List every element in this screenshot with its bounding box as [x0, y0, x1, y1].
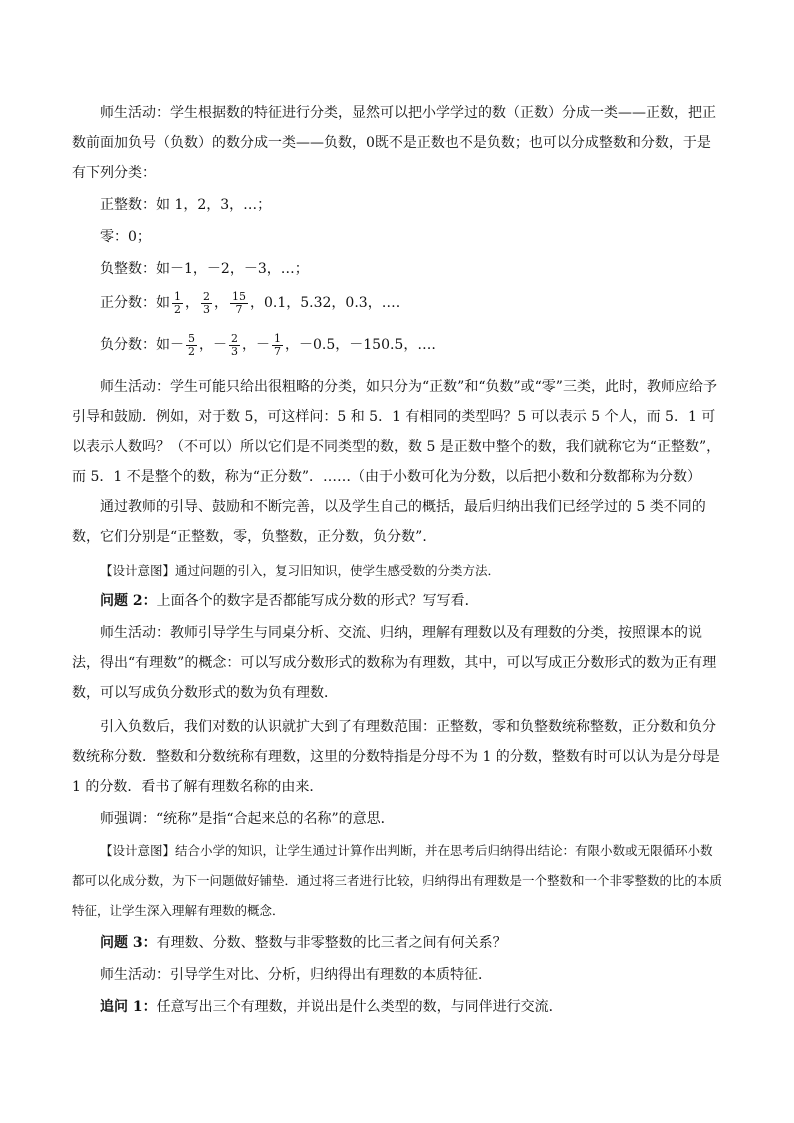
negative-fraction-label: 负分数：如－ — [100, 337, 184, 353]
question-label: 问题 2： — [100, 593, 157, 609]
design-intent-note-2: 【设计意图】结合小学的知识，让学生通过计算作出判断，并在思考后归纳得出结论：有限小数或无限循环小数都可以化成分数，为下一问题做好铺垫．通过将三者进行比较，归纳得出有理数是一个整数和一个非零整数的比的本质特征，让学生深入理解有理数的概念． — [72, 843, 723, 918]
paragraph-teacher-student-activity-4: 师生活动：引导学生对比、分析，归纳得出有理数的本质特征． — [100, 967, 492, 983]
positive-fraction-label: 正分数：如 — [100, 295, 170, 311]
paragraph-teacher-emphasis: 师强调：“统称”是指“合起来总的名称”的意思． — [100, 811, 395, 827]
follow-up-question-1: 追问 1：任意写出三个有理数，并说出是什么类型的数，与同伴进行交流． — [100, 999, 563, 1015]
fraction: $\frac{15}{7}$ — [232, 289, 246, 316]
paragraph-summary: 通过教师的引导、鼓励和不断完善，以及学生自己的概括，最后归纳出我们已经学过的 5 类不同的数，它们分别是“正整数，零，负整数，正分数，负分数”． — [72, 499, 706, 545]
list-item-negative-integer: 负整数：如－1，－2，－3，…； — [100, 261, 309, 277]
question-label: 问题 3： — [100, 935, 157, 951]
list-item-negative-fraction: 负分数：如－ $\frac{5}{2}$ ，－ $\frac{2}{3}$ ，－ $\frac{1}{7}$ ，－0.5，－150.5，…. — [100, 331, 436, 358]
paragraph-teacher-student-activity-2: 师生活动：学生可能只给出很粗略的分类，如只分为“正数”和“负数”或“零”三类，此时，教师应给予引导和鼓励．例如，对于数 5，可这样问：5 和 5．1 有相同的类型吗？5 可以表示 5 个人，而 5．1 可以表示人数吗？（不可以）所以它们是不同类型的数，数 5 是正数中整个的数，我们就称它为“正整数”，而 5．1 不是整个的数，称为“正分数”．……（由于小数可化为分数，以后把小数和分数都称为分数） — [72, 379, 721, 485]
paragraph-teacher-student-activity-3: 师生活动：教师引导学生与同桌分析、交流、归纳，理解有理数以及有理数的分类，按照课本的说法，得出“有理数”的概念：可以写成分数形式的数称为有理数，其中，可以写成正分数形式的数为正有理数，可以写成负分数形式的数为负有理数． — [72, 625, 717, 701]
paragraph-rational-numbers: 引入负数后，我们对数的认识就扩大到了有理数范围：正整数，零和负整数统称整数，正分数和负分数统称分数．整数和分数统称有理数，这里的分数特指是分母不为 1 的分数，整数有时可以认为是分母是 1 的分数．看书了解有理数名称的由来． — [72, 719, 720, 795]
paragraph-teacher-student-activity-1: 师生活动：学生根据数的特征进行分类，显然可以把小学学过的数（正数）分成一类——正数，把正数前面加负号（负数）的数分成一类——负数，0既不是正数也不是负数；也可以分成整数和分数，于是有下列分类： — [72, 105, 716, 181]
list-item-zero: 零：0； — [100, 229, 151, 245]
list-item-positive-integer: 正整数：如 1，2，3，…； — [100, 197, 272, 213]
fraction: $\frac{1}{7}$ — [274, 331, 281, 358]
design-intent-note-1: 【设计意图】通过问题的引入，复习旧知识，使学生感受数的分类方法． — [100, 563, 501, 578]
follow-up-label: 追问 1： — [100, 999, 157, 1015]
fraction: $\frac{2}{3}$ — [203, 289, 210, 316]
question-3: 问题 3：有理数、分数、整数与非零整数的比三者之间有何关系？ — [100, 935, 507, 951]
fraction: $\frac{2}{3}$ — [231, 331, 238, 358]
fraction: $\frac{1}{2}$ — [174, 289, 181, 316]
question-2: 问题 2：上面各个的数字是否都能写成分数的形式？写写看． — [100, 593, 479, 609]
fraction: $\frac{5}{2}$ — [188, 331, 195, 358]
list-item-positive-fraction: 正分数：如 $\frac{1}{2}$ ， $\frac{2}{3}$ ， $\frac{15}{7}$ ，0.1，5.32，0.3，…. — [100, 289, 401, 316]
